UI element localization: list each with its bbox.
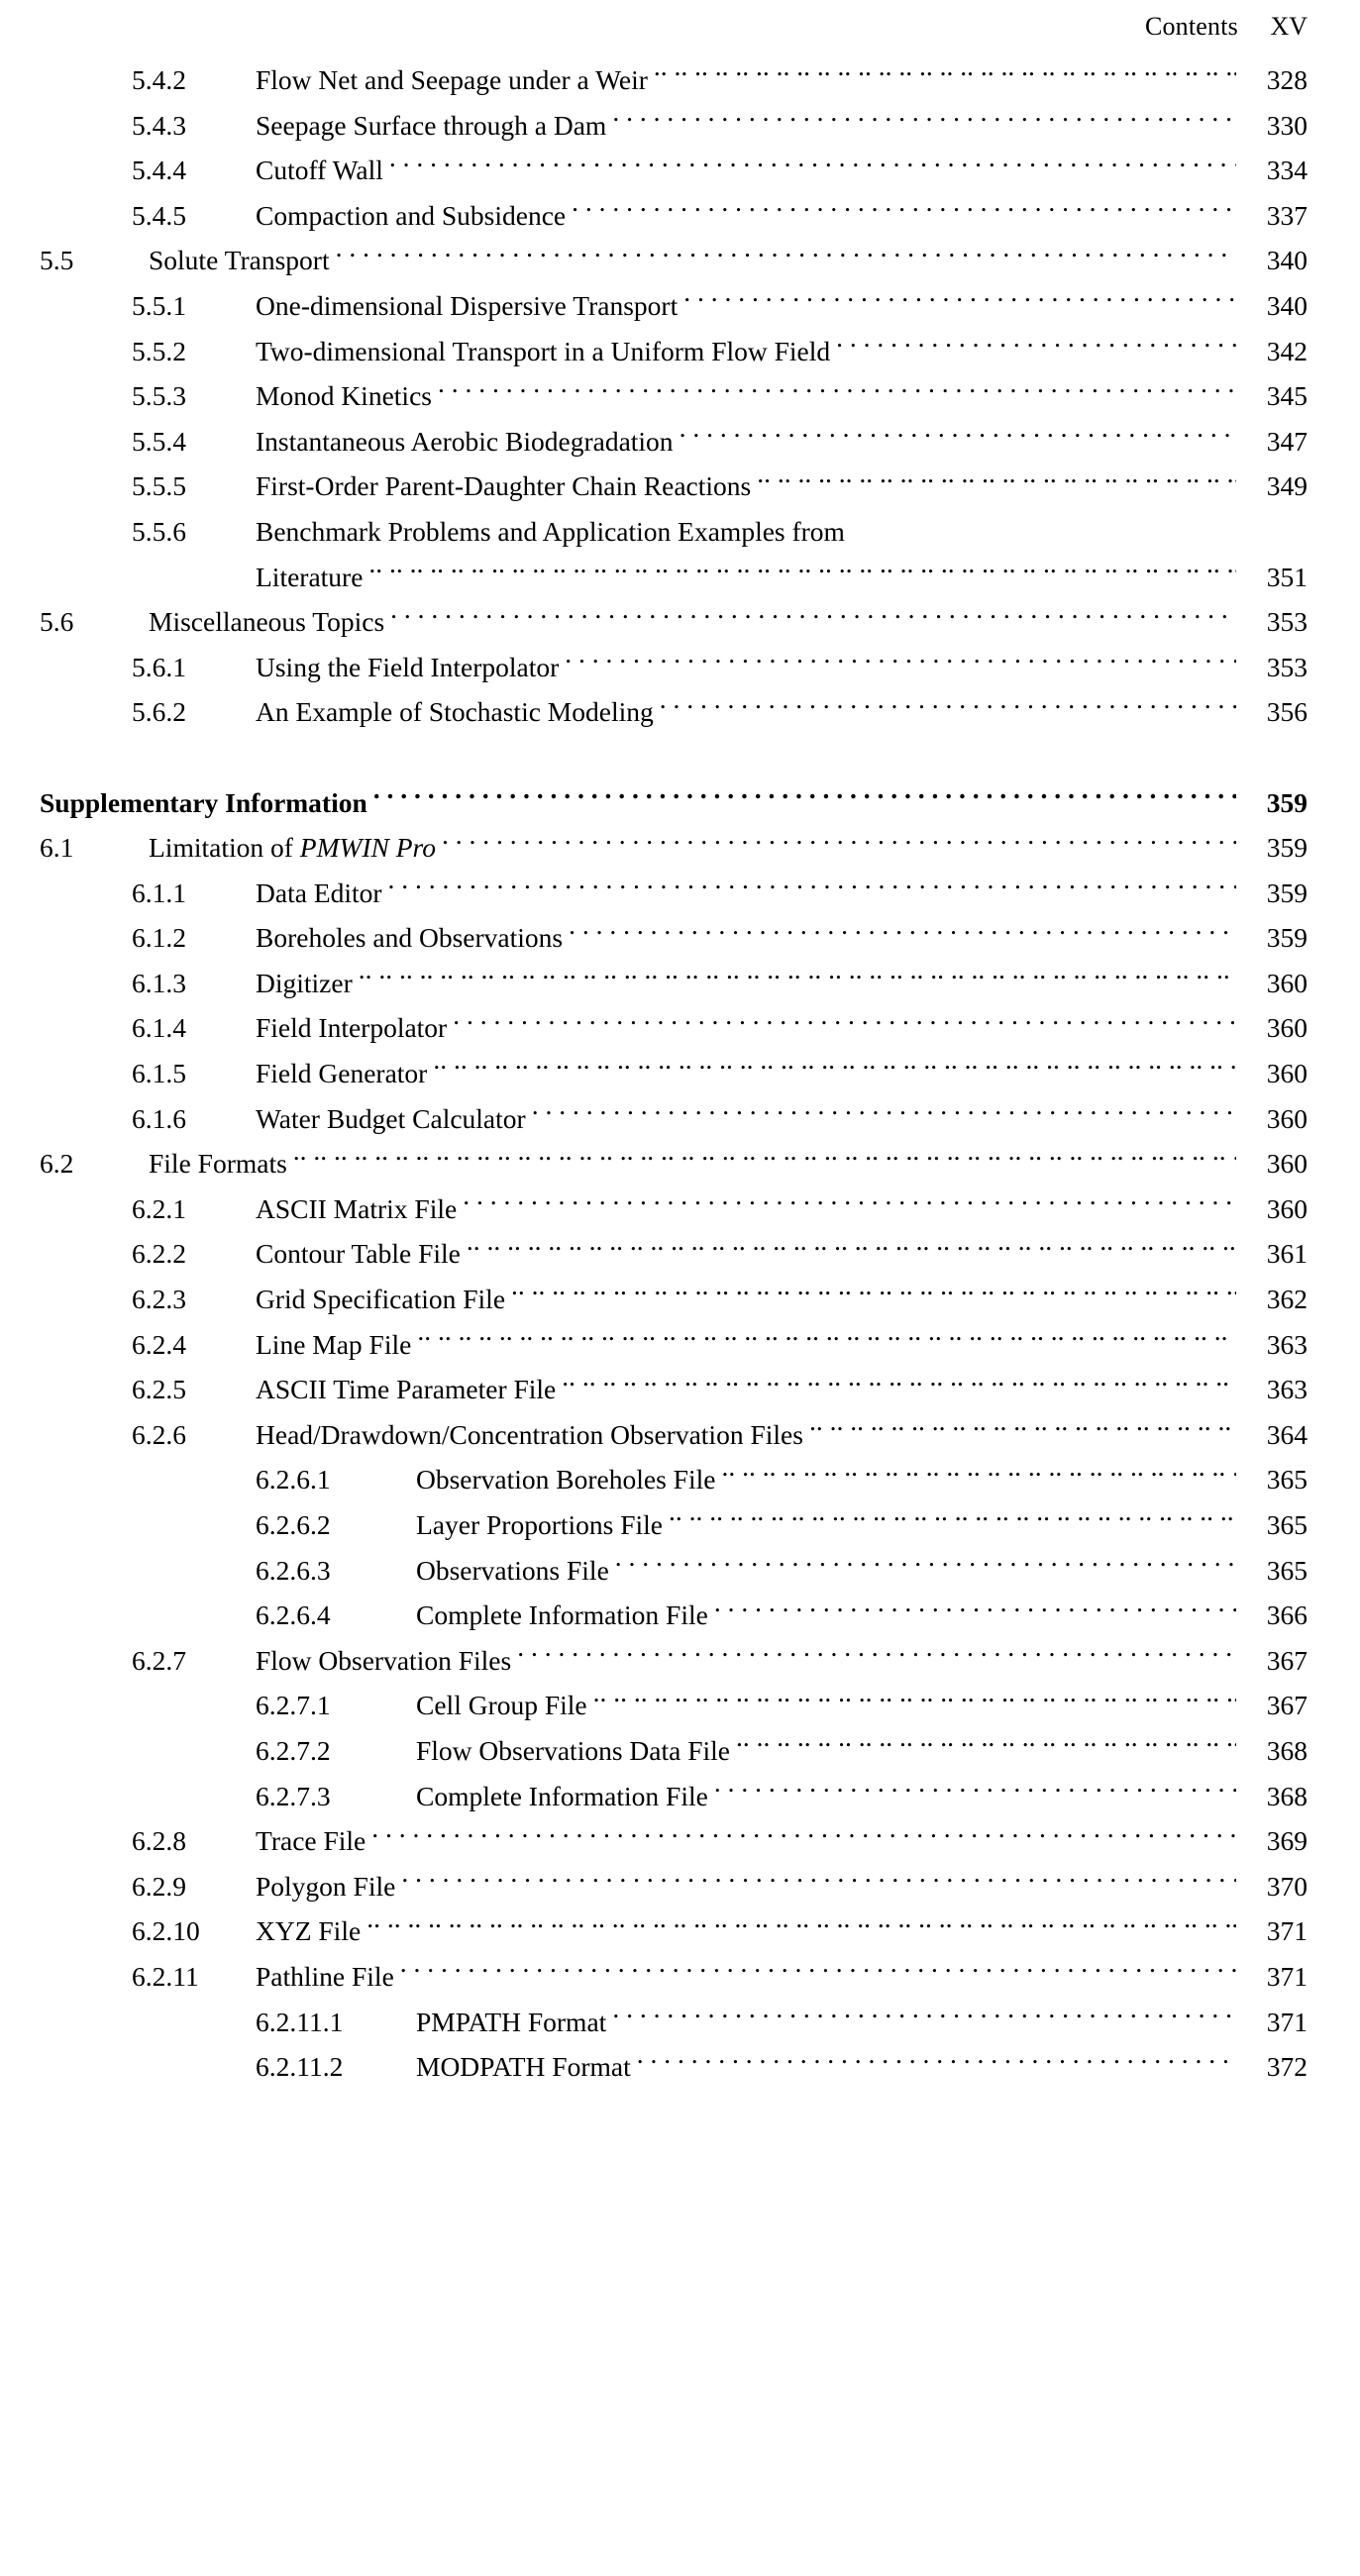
toc-entry-title: XYZ File — [256, 1915, 362, 1947]
toc-entry-number: 5.5.3 — [132, 380, 186, 412]
toc-entry-page-number: 367 — [1266, 1644, 1308, 1676]
toc-leader-dots — [368, 559, 1236, 586]
toc-leader-dots — [417, 1326, 1236, 1354]
toc-entry-title: ASCII Time Parameter File — [256, 1374, 557, 1405]
toc-entry-number: 5.6 — [40, 606, 74, 638]
toc-entry-title: Instantaneous Aerobic Biodegradation — [256, 425, 674, 457]
toc-leader-dots — [593, 1688, 1236, 1715]
toc-entry-page-number: 353 — [1266, 606, 1308, 638]
toc-entry-page-number: 359 — [1266, 786, 1308, 818]
toc-leader-dots — [532, 1100, 1236, 1128]
toc-entry-page-number: 328 — [1266, 64, 1308, 95]
toc-entry-page-number: 371 — [1266, 2006, 1308, 2037]
toc-entry-page-number: 368 — [1266, 1734, 1308, 1766]
toc-entry-number: 6.2.7.1 — [256, 1690, 331, 1721]
toc-entry-page-number: 362 — [1266, 1284, 1308, 1315]
toc-leader-dots — [809, 1416, 1236, 1444]
toc-entry-title: Head/Drawdown/Concentration Observation Files — [256, 1418, 803, 1450]
toc-entry[interactable] — [40, 780, 1308, 826]
toc-entry-number: 6.2.6.2 — [256, 1509, 331, 1540]
toc-entry[interactable] — [40, 555, 1308, 600]
toc-entry-page-number: 371 — [1266, 1960, 1308, 1992]
toc-entry-title: Contour Table File — [256, 1238, 461, 1270]
toc-leader-dots — [511, 1282, 1236, 1309]
toc-entry-title: Using the Field Interpolator — [256, 651, 560, 682]
toc-entry-page-number: 365 — [1266, 1509, 1308, 1540]
toc-entry-title: Seepage Surface through a Dam — [256, 109, 607, 141]
toc-leader-dots — [293, 1146, 1236, 1174]
toc-entry-number: 5.6.1 — [132, 651, 186, 682]
toc-leader-dots — [371, 1823, 1236, 1851]
toc-entry-title: Water Budget Calculator — [256, 1102, 526, 1134]
toc-entry[interactable] — [40, 2000, 1308, 2045]
toc-entry-title: Literature — [256, 561, 364, 592]
toc-entry[interactable] — [40, 1005, 1308, 1051]
toc-entry[interactable] — [40, 1141, 1308, 1186]
toc-entry-number: 6.2.2 — [132, 1238, 186, 1270]
toc-entry-number: 6.1.1 — [132, 876, 186, 908]
toc-leader-dots — [366, 1913, 1236, 1941]
toc-entry-number: 6.2.7.2 — [256, 1734, 331, 1766]
toc-entry-page-number: 361 — [1266, 1238, 1308, 1270]
toc-entry-title-italic: PMWIN Pro — [299, 832, 436, 864]
toc-entry[interactable] — [40, 961, 1308, 1006]
toc-entry[interactable] — [40, 599, 1308, 645]
toc-entry-number: 5.5.1 — [132, 289, 186, 321]
toc-entry-page-number: 372 — [1266, 2051, 1308, 2083]
toc-entry-number: 5.5 — [40, 245, 74, 276]
toc-entry[interactable] — [40, 645, 1308, 690]
toc-entry-title: MODPATH Format — [416, 2051, 631, 2083]
toc-leader-dots — [714, 1778, 1236, 1805]
toc-entry-number: 6.1 — [40, 832, 74, 864]
toc-leader-dots — [433, 1056, 1236, 1083]
toc-entry[interactable] — [40, 915, 1308, 961]
toc-entry-title: Boreholes and Observations — [256, 922, 564, 954]
toc-entry-page-number: 369 — [1266, 1825, 1308, 1857]
running-head-title: Contents — [1144, 12, 1238, 41]
toc-leader-dots — [401, 1868, 1236, 1896]
toc-entry-page-number: 359 — [1266, 922, 1308, 954]
toc-entry[interactable] — [40, 419, 1308, 464]
toc-leader-dots — [400, 1958, 1236, 1986]
toc-entry-page-number: 360 — [1266, 1192, 1308, 1224]
toc-entry-number: 6.2.11.1 — [256, 2006, 344, 2037]
toc-entry-page-number: 340 — [1266, 289, 1308, 321]
toc-leader-dots — [612, 2004, 1236, 2031]
toc-entry-title — [149, 825, 436, 871]
toc-entry-page-number: 345 — [1266, 380, 1308, 412]
toc-entry-page-number: 363 — [1266, 1374, 1308, 1405]
toc-leader-dots — [359, 965, 1236, 992]
toc-entry[interactable] — [40, 1051, 1308, 1096]
toc-leader-dots — [373, 784, 1236, 812]
toc-entry-title: Compaction and Subsidence — [256, 199, 567, 231]
toc-entry-number: 6.2.9 — [132, 1870, 186, 1902]
toc-entry-page-number: 365 — [1266, 1554, 1308, 1586]
toc-leader-dots — [562, 1372, 1236, 1399]
toc-leader-dots — [836, 333, 1236, 361]
toc-leader-dots — [390, 604, 1236, 632]
toc-leader-dots — [388, 875, 1236, 902]
toc-entry-number: 5.4.5 — [132, 199, 186, 231]
toc-entry-page-number: 347 — [1266, 425, 1308, 457]
toc-leader-dots — [714, 1597, 1236, 1625]
toc-entry[interactable] — [40, 871, 1308, 916]
toc-entry-title: Supplementary Information — [40, 786, 367, 818]
toc-entry-number: 6.2.4 — [132, 1328, 186, 1360]
toc-entry-page-number: 363 — [1266, 1328, 1308, 1360]
toc-entry-number: 5.6.2 — [132, 696, 186, 728]
toc-entry[interactable] — [40, 1412, 1308, 1458]
toc-entry-number: 6.1.3 — [132, 967, 186, 998]
toc-entry-title: Cell Group File — [416, 1690, 587, 1721]
running-head — [40, 12, 1308, 52]
toc-leader-dots — [463, 1190, 1236, 1218]
toc-entry[interactable] — [40, 1954, 1308, 2000]
toc-entry[interactable] — [40, 57, 1308, 103]
toc-entry-number: 6.2.6 — [132, 1418, 186, 1450]
toc-entry-number: 6.2.11 — [132, 1960, 199, 1992]
toc-entry-title: Cutoff Wall — [256, 155, 383, 186]
toc-entry[interactable] — [40, 1322, 1308, 1368]
toc-entry-number: 5.5.5 — [132, 470, 186, 502]
toc-entry[interactable] — [40, 1186, 1308, 1232]
toc-leader-dots — [757, 468, 1236, 496]
toc-leader-dots — [453, 1010, 1236, 1038]
toc-entry-page-number: 340 — [1266, 245, 1308, 276]
toc-leader-dots — [565, 649, 1236, 676]
toc-entry-page-number: 364 — [1266, 1418, 1308, 1450]
toc-leader-dots — [467, 1236, 1236, 1264]
toc-entry[interactable] — [40, 1277, 1308, 1322]
toc-entry-title: Complete Information File — [416, 1780, 708, 1811]
toc-entry-title: Complete Information File — [416, 1599, 708, 1631]
toc-entry-page-number: 356 — [1266, 696, 1308, 728]
toc-entry-number: 5.4.4 — [132, 155, 186, 186]
toc-leader-dots — [637, 2049, 1236, 2077]
toc-entry-number: 6.2.1 — [132, 1192, 186, 1224]
toc-entry-page-number: 330 — [1266, 109, 1308, 141]
toc-entry-page-number: 349 — [1266, 470, 1308, 502]
toc-entry[interactable] — [40, 464, 1308, 509]
toc-entry-number: 6.2.7.3 — [256, 1780, 331, 1811]
toc-entry-title: An Example of Stochastic Modeling — [256, 696, 654, 728]
toc-entry-list — [40, 57, 1308, 2090]
toc-leader-dots — [660, 694, 1236, 722]
toc-entry-number: 6.2 — [40, 1148, 74, 1180]
toc-entry[interactable] — [40, 1231, 1308, 1277]
toc-entry-page-number: 342 — [1266, 335, 1308, 366]
toc-entry-number: 6.2.7 — [132, 1644, 186, 1676]
toc-entry-title: Monod Kinetics — [256, 380, 432, 412]
toc-entry[interactable] — [40, 373, 1308, 419]
toc-entry-title: Two-dimensional Transport in a Uniform Flow Field — [256, 335, 831, 366]
toc-entry-page-number: 360 — [1266, 967, 1308, 998]
toc-entry-number: 6.2.10 — [132, 1915, 200, 1947]
toc-entry[interactable] — [40, 1096, 1308, 1142]
toc-entry-page-number: 353 — [1266, 651, 1308, 682]
toc-entry-title: One-dimensional Dispersive Transport — [256, 289, 679, 321]
toc-entry-number: 6.1.2 — [132, 922, 186, 954]
toc-leader-dots — [669, 1507, 1236, 1535]
toc-entry-title: Benchmark Problems and Application Examples from — [256, 515, 845, 547]
toc-entry-page-number: 367 — [1266, 1690, 1308, 1721]
toc-leader-dots — [336, 243, 1236, 270]
toc-entry-title: Layer Proportions File — [416, 1509, 663, 1540]
toc-entry-title: Field Generator — [256, 1058, 428, 1089]
toc-entry-number: 6.2.6.1 — [256, 1464, 331, 1495]
toc-entry[interactable] — [40, 1548, 1308, 1594]
toc-entry-title: First-Order Parent-Daughter Chain Reactions — [256, 470, 752, 502]
toc-leader-dots — [612, 107, 1236, 135]
toc-entry[interactable] — [40, 825, 1308, 871]
toc-entry[interactable] — [40, 1593, 1308, 1638]
toc-entry[interactable] — [40, 148, 1308, 193]
toc-entry-title: Data Editor — [256, 876, 382, 908]
toc-entry-page-number: 360 — [1266, 1148, 1308, 1180]
toc-entry[interactable] — [40, 329, 1308, 374]
toc-entry[interactable] — [40, 1774, 1308, 1819]
toc-leader-dots — [572, 197, 1236, 225]
toc-entry-title: PMPATH Format — [416, 2006, 607, 2037]
toc-entry-page-number: 337 — [1266, 199, 1308, 231]
toc-entry-number: 6.2.6.4 — [256, 1599, 331, 1631]
toc-entry-page-number: 370 — [1266, 1870, 1308, 1902]
toc-leader-dots — [721, 1462, 1236, 1490]
toc-entry[interactable] — [40, 1864, 1308, 1909]
toc-entry-title: File Formats — [149, 1148, 287, 1180]
toc-entry-number: 5.5.2 — [132, 335, 186, 366]
toc-entry-number: 5.4.2 — [132, 64, 186, 95]
toc-entry-page-number: 368 — [1266, 1780, 1308, 1811]
toc-entry-number: 6.2.3 — [132, 1284, 186, 1315]
toc-entry-page-number: 359 — [1266, 832, 1308, 864]
toc-entry-title: Digitizer — [256, 967, 353, 998]
toc-entry-page-number: 334 — [1266, 155, 1308, 186]
toc-entry-number: 6.2.5 — [132, 1374, 186, 1405]
toc-leader-dots — [851, 513, 1236, 541]
toc-leader-dots — [683, 287, 1236, 315]
toc-entry-title: Flow Observations Data File — [416, 1734, 730, 1766]
toc-entry-number: 5.5.6 — [132, 515, 186, 547]
toc-entry-page-number: 371 — [1266, 1915, 1308, 1947]
toc-entry-title: Flow Net and Seepage under a Weir — [256, 64, 648, 95]
toc-entry-title: Flow Observation Files — [256, 1644, 512, 1676]
toc-entry-number: 5.5.4 — [132, 425, 186, 457]
toc-entry-page-number: 351 — [1266, 561, 1308, 592]
toc-entry[interactable] — [40, 1908, 1308, 1954]
toc-entry-title: Field Interpolator — [256, 1012, 448, 1044]
toc-entry-number: 6.1.5 — [132, 1058, 186, 1089]
toc-entry-number: 5.4.3 — [132, 109, 186, 141]
toc-leader-dots — [438, 378, 1236, 406]
toc-leader-dots — [680, 423, 1236, 451]
toc-entry-title: Pathline File — [256, 1960, 394, 1992]
toc-entry-title: Observation Boreholes File — [416, 1464, 716, 1495]
toc-leader-dots — [569, 920, 1236, 948]
toc-entry-number: 6.2.6.3 — [256, 1554, 331, 1586]
toc-entry[interactable] — [40, 1728, 1308, 1774]
toc-entry[interactable] — [40, 1638, 1308, 1684]
toc-entry-number: 6.2.11.2 — [256, 2051, 344, 2083]
toc-entry-page-number: 365 — [1266, 1464, 1308, 1495]
toc-entry-page-number: 360 — [1266, 1102, 1308, 1134]
toc-entry-title: Trace File — [256, 1825, 366, 1857]
toc-entry-page-number: 359 — [1266, 876, 1308, 908]
toc-entry[interactable] — [40, 238, 1308, 283]
toc-entry[interactable] — [40, 103, 1308, 149]
toc-entry[interactable] — [40, 1818, 1308, 1864]
toc-leader-dots — [615, 1552, 1236, 1580]
toc-entry-title: Polygon File — [256, 1870, 396, 1902]
toc-entry-page-number: 366 — [1266, 1599, 1308, 1631]
toc-entry[interactable] — [40, 1457, 1308, 1502]
toc-entry-title: ASCII Matrix File — [256, 1192, 458, 1224]
toc-entry[interactable] — [40, 193, 1308, 239]
toc-leader-dots — [389, 153, 1236, 180]
toc-leader-dots — [517, 1642, 1236, 1670]
toc-entry-title: Miscellaneous Topics — [149, 606, 385, 638]
toc-entry-title: Observations File — [416, 1554, 609, 1586]
toc-entry[interactable] — [40, 1502, 1308, 1548]
toc-entry-number: 6.1.4 — [132, 1012, 186, 1044]
toc-entry[interactable] — [40, 689, 1308, 735]
toc-entry-page-number: 360 — [1266, 1058, 1308, 1089]
toc-leader-dots — [442, 830, 1236, 858]
running-head-folio: XV — [1270, 12, 1308, 41]
toc-leader-dots — [736, 1732, 1236, 1760]
toc-entry[interactable] — [40, 1367, 1308, 1412]
toc-entry[interactable] — [40, 1683, 1308, 1728]
toc-entry-title: Line Map File — [256, 1328, 412, 1360]
toc-entry[interactable] — [40, 2044, 1308, 2090]
toc-entry-number: 6.1.6 — [132, 1102, 186, 1134]
toc-leader-dots — [654, 62, 1236, 90]
toc-section-gap — [40, 735, 1308, 780]
toc-entry-title: Grid Specification File — [256, 1284, 506, 1315]
toc-entry[interactable] — [40, 509, 1308, 555]
toc-entry-page-number: 360 — [1266, 1012, 1308, 1044]
toc-entry-title: Solute Transport — [149, 245, 330, 276]
toc-entry-title-plain: Limitation of — [149, 832, 300, 864]
toc-entry-number: 6.2.8 — [132, 1825, 186, 1857]
toc-entry[interactable] — [40, 283, 1308, 329]
